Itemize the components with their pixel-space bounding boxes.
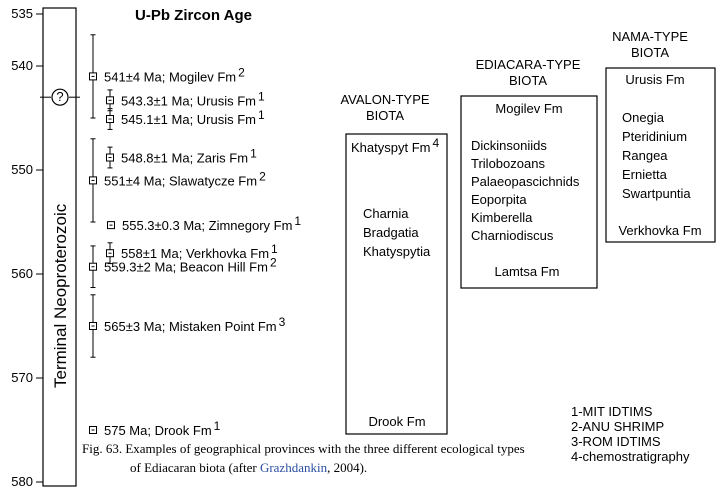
ediacara-taxon: Eoporpita bbox=[471, 192, 527, 207]
question-mark: ? bbox=[56, 89, 64, 105]
nama-top-label: Urusis Fm bbox=[625, 72, 685, 87]
age-label: 548.8±1 Ma; Zaris Fm 1 bbox=[121, 146, 257, 166]
caption-line-2: of Ediacaran biota (after Grazhdankin, 2004). bbox=[130, 460, 368, 475]
nama-taxon: Onegia bbox=[622, 110, 664, 125]
nama-biota bbox=[606, 29, 715, 242]
legend-item: 4-chemostratigraphy bbox=[571, 449, 690, 464]
legend-item: 2-ANU SHRIMP bbox=[571, 419, 665, 434]
nama-bottom-label: Verkhovka Fm bbox=[618, 223, 702, 238]
ediacara-biota bbox=[461, 57, 597, 288]
age-label: 559.3±2 Ma; Beacon Hill Fm 2 bbox=[104, 255, 277, 275]
age-label: 565±3 Ma; Mistaken Point Fm 3 bbox=[104, 315, 286, 334]
axis-tick-label: 580 bbox=[11, 474, 33, 489]
avalon-taxon: Charnia bbox=[363, 206, 409, 221]
ediacara-title-1: EDIACARA-TYPE bbox=[475, 57, 581, 72]
diagram-title: U-Pb Zircon Age bbox=[135, 7, 252, 24]
age-label: 545.1±1 Ma; Urusis Fm 1 bbox=[121, 108, 265, 128]
age-date bbox=[107, 89, 266, 110]
age-determinations bbox=[90, 35, 302, 438]
era-label: Terminal Neoproterozoic bbox=[51, 203, 70, 388]
nama-taxon: Pteridinium bbox=[622, 129, 688, 144]
age-date bbox=[107, 108, 266, 129]
age-date bbox=[90, 295, 286, 357]
age-date bbox=[107, 147, 258, 168]
avalon-title-2: BIOTA bbox=[365, 108, 405, 123]
age-date bbox=[108, 214, 302, 233]
citation-link: Grazhdankin bbox=[259, 460, 328, 475]
avalon-title-1: AVALON-TYPE bbox=[340, 92, 430, 107]
ediacara-taxon: Kimberella bbox=[471, 210, 533, 225]
age-label: 575 Ma; Drook Fm 1 bbox=[104, 419, 221, 438]
avalon-box bbox=[346, 134, 447, 434]
avalon-taxon: Bradgatia bbox=[363, 225, 419, 240]
age-label: 555.3±0.3 Ma; Zimnegory Fm 1 bbox=[122, 214, 302, 234]
nama-taxon: Swartpuntia bbox=[622, 186, 691, 201]
axis-tick-label: 560 bbox=[11, 266, 33, 281]
age-label: 543.3±1 Ma; Urusis Fm 1 bbox=[121, 89, 265, 109]
avalon-taxon: Khatyspytia bbox=[363, 244, 431, 259]
method-legend bbox=[571, 404, 690, 464]
avalon-biota bbox=[340, 92, 447, 434]
age-date bbox=[90, 419, 221, 438]
age-label: 551±4 Ma; Slawatycze Fm 2 bbox=[104, 169, 266, 189]
axis-tick-label: 570 bbox=[11, 370, 33, 385]
ediacara-title-2: BIOTA bbox=[508, 73, 548, 88]
nama-title-2: BIOTA bbox=[630, 45, 670, 60]
avalon-bottom-label: Drook Fm bbox=[368, 414, 426, 429]
age-label: 541±4 Ma; Mogilev Fm 2 bbox=[104, 65, 245, 85]
legend-item: 3-ROM IDTIMS bbox=[571, 434, 661, 449]
legend-item: 1-MIT IDTIMS bbox=[571, 404, 653, 419]
ediacara-taxon: Charniodiscus bbox=[471, 228, 554, 243]
uncertain-boundary-marker bbox=[40, 89, 80, 105]
ediacara-taxon: Trilobozoans bbox=[471, 156, 545, 171]
age-label: 558±1 Ma; Verkhovka Fm 1 bbox=[121, 242, 278, 262]
nama-title-1: NAMA-TYPE bbox=[612, 29, 688, 44]
axis-tick-label: 540 bbox=[11, 58, 33, 73]
avalon-top-label: Khatyspyt Fm 4 bbox=[351, 136, 440, 155]
caption-line-1: Fig. 63. Examples of geographical provinces with the three different ecological types bbox=[82, 441, 525, 456]
nama-taxon: Rangea bbox=[622, 148, 668, 163]
axis-tick-label: 550 bbox=[11, 162, 33, 177]
axis-tick-label: 535 bbox=[11, 6, 33, 21]
ediacara-taxon: Palaeopascichnids bbox=[471, 174, 580, 189]
figure-caption bbox=[82, 441, 525, 475]
axis-ticks bbox=[11, 6, 43, 489]
ediacara-top-label: Mogilev Fm bbox=[495, 101, 563, 116]
nama-taxon: Ernietta bbox=[622, 167, 667, 182]
ediacara-bottom-label: Lamtsa Fm bbox=[494, 264, 560, 279]
ediacara-taxon: Dickinsoniids bbox=[471, 138, 547, 153]
